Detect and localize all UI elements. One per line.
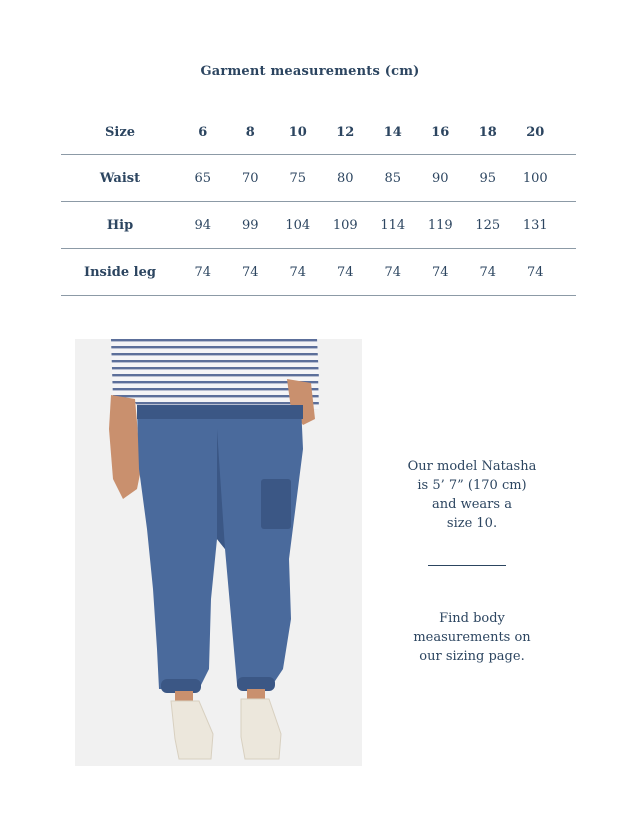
sizing-page-note — [392, 609, 552, 666]
header-label: Size — [105, 124, 135, 140]
row-label: Hip — [106, 217, 134, 233]
table-cell: 65 — [194, 170, 212, 186]
measurement-table — [61, 110, 576, 296]
table-cell: 74 — [289, 264, 307, 280]
size-header: 16 — [431, 124, 450, 140]
table-cell: 74 — [479, 264, 497, 280]
cargo-pocket — [261, 479, 291, 529]
size-header: 6 — [198, 124, 208, 140]
table-cell: 94 — [194, 217, 212, 233]
size-header: 18 — [478, 124, 497, 140]
size-header: 10 — [288, 124, 307, 140]
table-cell: 109 — [332, 217, 358, 233]
table-cell: 85 — [384, 170, 402, 186]
table-cell: 99 — [241, 217, 259, 233]
table-cell: 75 — [289, 170, 307, 186]
table-row-hip — [61, 202, 576, 249]
page-title: Garment measurements (cm) — [200, 64, 420, 79]
model-info-line: is 5’ 7” (170 cm) — [417, 478, 527, 493]
table-cell: 100 — [522, 170, 548, 186]
table-cell: 74 — [384, 264, 402, 280]
table-cell: 74 — [336, 264, 354, 280]
sizing-note-line: our sizing page. — [419, 649, 525, 664]
waistband — [137, 405, 303, 419]
row-label: Inside leg — [84, 264, 156, 280]
table-cell: 131 — [522, 217, 548, 233]
model-illustration — [75, 339, 362, 766]
model-info-line: and wears a — [432, 497, 512, 512]
sizing-note-line: measurements on — [413, 630, 531, 645]
model-info-line: Our model Natasha — [407, 459, 537, 474]
table-cell: 104 — [285, 217, 311, 233]
table-cell: 74 — [526, 264, 544, 280]
row-label: Waist — [99, 170, 141, 186]
left-cuff — [161, 679, 201, 693]
model-photo — [75, 339, 362, 766]
right-cuff — [237, 677, 275, 691]
table-cell: 119 — [427, 217, 453, 233]
striped-shirt — [111, 339, 319, 411]
table-cell: 114 — [380, 217, 406, 233]
table-cell: 80 — [336, 170, 354, 186]
size-header: 8 — [245, 124, 255, 140]
divider — [428, 565, 506, 566]
table-cell: 95 — [479, 170, 497, 186]
size-header: 14 — [383, 124, 402, 140]
table-cell: 90 — [431, 170, 449, 186]
table-header-row — [61, 110, 576, 155]
model-info — [392, 457, 552, 533]
table-cell: 125 — [475, 217, 501, 233]
table-cell: 74 — [194, 264, 212, 280]
size-header: 12 — [336, 124, 355, 140]
table-row-inside-leg — [61, 249, 576, 296]
size-header: 20 — [526, 124, 545, 140]
sizing-note-line: Find body — [439, 611, 505, 626]
table-row-waist — [61, 155, 576, 202]
table-cell: 70 — [241, 170, 259, 186]
table-cell: 74 — [241, 264, 259, 280]
model-info-line: size 10. — [446, 516, 498, 531]
table-cell: 74 — [431, 264, 449, 280]
